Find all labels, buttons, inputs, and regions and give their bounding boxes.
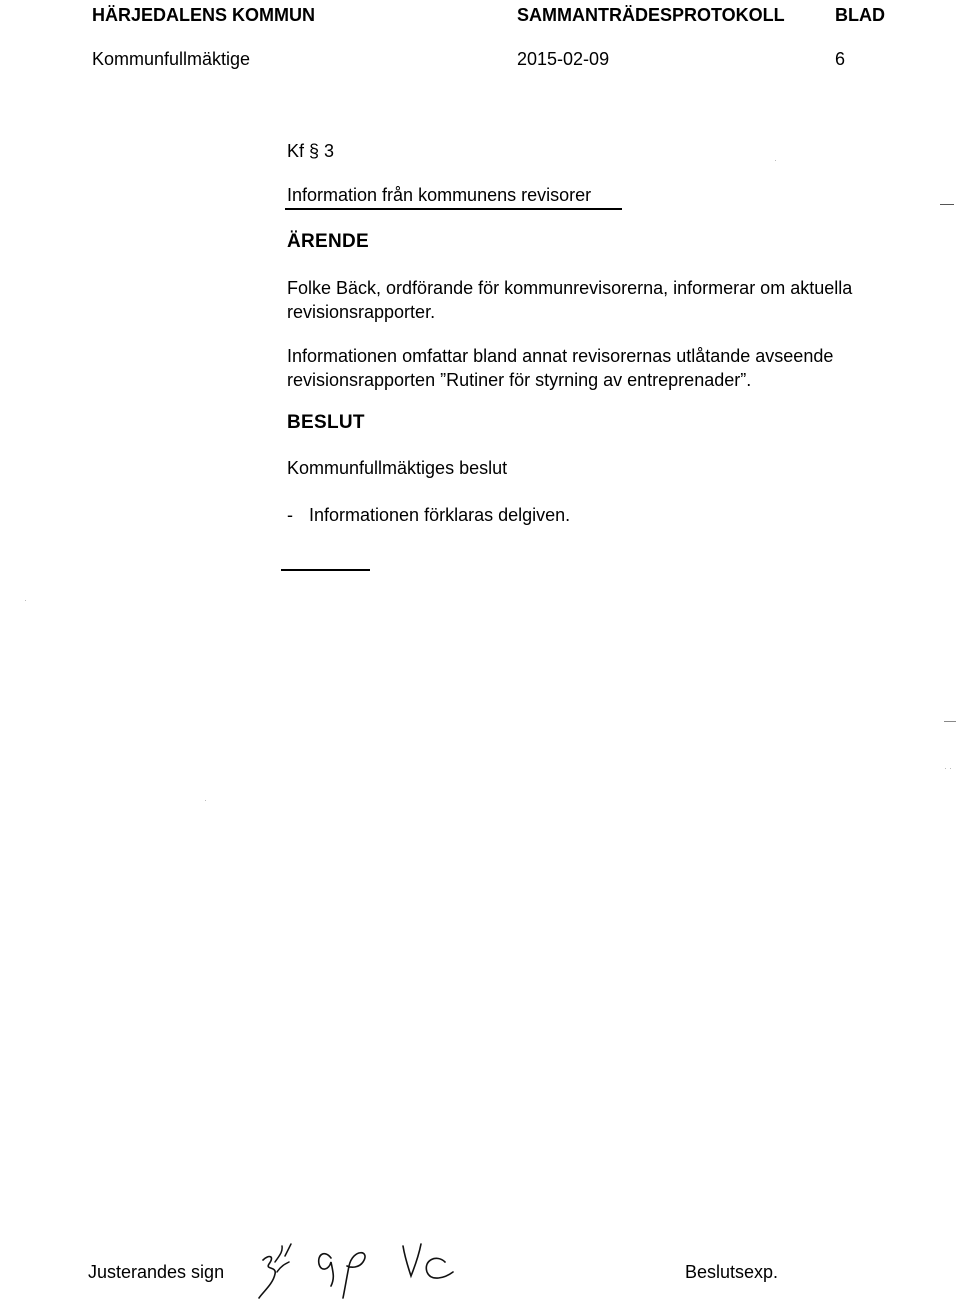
section-title-underline xyxy=(285,208,622,210)
margin-mark xyxy=(944,721,956,722)
organization-name: HÄRJEDALENS KOMMUN xyxy=(92,5,316,25)
beslut-heading: BESLUT xyxy=(287,412,365,433)
handwritten-initials-signature xyxy=(255,1232,495,1302)
beslut-subheading: Kommunfullmäktiges beslut xyxy=(287,458,508,478)
margin-mark xyxy=(940,204,954,205)
arende-paragraph-1-line-1: Folke Bäck, ordförande för kommunrevisorerna, informerar om aktuella xyxy=(287,278,853,298)
scan-dot xyxy=(205,800,206,801)
arende-paragraph-2-line-2: revisionsrapporten ”Rutiner för styrning av entreprenader”. xyxy=(287,370,752,390)
sheet-number: 6 xyxy=(835,49,846,69)
justerandes-sign-label: Justerandes sign xyxy=(88,1262,225,1282)
scan-dot xyxy=(775,160,776,161)
section-title: Information från kommunens revisorer xyxy=(287,185,592,205)
meeting-date: 2015-02-09 xyxy=(517,49,610,69)
meeting-body: Kommunfullmäktige xyxy=(92,49,251,69)
beslut-item-bullet: - xyxy=(287,505,293,525)
section-end-rule xyxy=(281,569,370,571)
sheet-label: BLAD xyxy=(835,5,885,25)
scan-dot xyxy=(945,768,946,769)
beslutsexp-label: Beslutsexp. xyxy=(685,1262,779,1282)
scan-dot xyxy=(950,768,951,769)
arende-paragraph-1-line-2: revisionsrapporter. xyxy=(287,302,436,322)
arende-heading: ÄRENDE xyxy=(287,231,370,252)
document-type: SAMMANTRÄDESPROTOKOLL xyxy=(517,5,785,25)
paragraph-reference: Kf § 3 xyxy=(287,141,335,161)
scan-dot xyxy=(25,600,26,601)
beslut-item-text: Informationen förklaras delgiven. xyxy=(309,505,571,525)
arende-paragraph-2-line-1: Informationen omfattar bland annat revisorernas utlåtande avseende xyxy=(287,346,834,366)
